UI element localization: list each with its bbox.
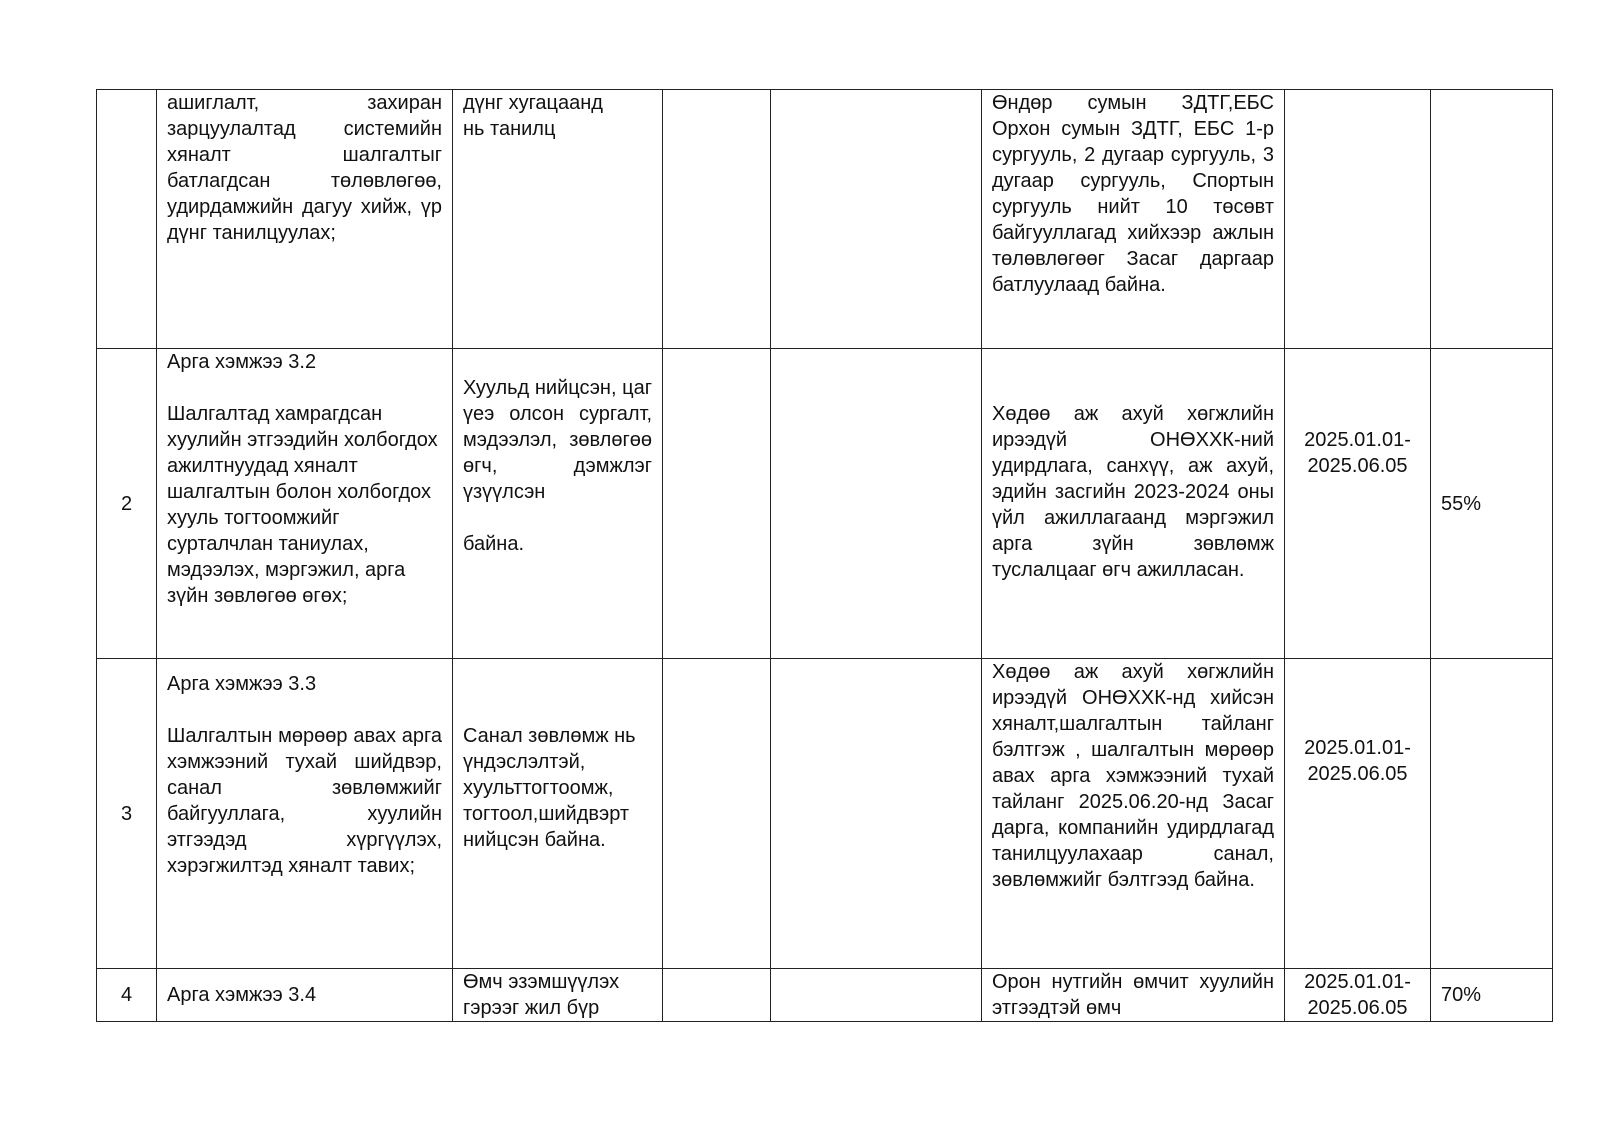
outcome-text-2: байна. bbox=[463, 533, 525, 555]
percent-cell bbox=[1431, 90, 1553, 349]
empty-cell bbox=[771, 659, 982, 969]
result-cell bbox=[982, 969, 1285, 1022]
activity-text: ашиглалт, захиран зарцуулалтад системийн хяналт шалгалтыг батлагдсан төлөвлөгөө, удирдамжийн дагуу хийж, үр дүнг танилцуулах; bbox=[167, 92, 442, 244]
percent-cell bbox=[1431, 969, 1553, 1022]
period-cell bbox=[1285, 659, 1431, 969]
empty-cell bbox=[663, 349, 771, 659]
activity-text: Шалгалтад хамрагдсан хуулийн этгээдийн холбогдох ажилтнуудад хяналт шалгалтын болон холбогдох хууль тогтоомжийг сурталчлан таниулах, мэдээлэх, мэргэжил, арга зүйн зөвлөгөө өгөх; bbox=[167, 403, 438, 607]
row-number bbox=[97, 90, 157, 349]
activity-cell bbox=[157, 659, 453, 969]
percent-cell bbox=[1431, 659, 1553, 969]
table-row bbox=[97, 659, 1553, 969]
result-text: Хөдөө аж ахуй хөгжлийн ирээдүй ОНӨХХК-ний удирдлага, санхүү, аж ахуй, эдийн засгийн 2023-2024 оны үйл ажиллагаанд мэргэжил арга зүйн зөвлөмж туслалцааг өгч ажилласан. bbox=[992, 403, 1274, 581]
outcome-text: Санал зөвлөмж нь үндэслэлтэй, хуульттогтоомж, тогтоол,шийдвэрт нийцсэн байна. bbox=[463, 725, 636, 851]
period-text: 2025.01.01- 2025.06.05 bbox=[1304, 737, 1411, 785]
empty-cell bbox=[771, 969, 982, 1022]
empty-cell bbox=[771, 349, 982, 659]
row-number: 3 bbox=[97, 659, 157, 969]
outcome-text: Өмч эзэмшүүлэх гэрээг жил бүр bbox=[463, 971, 620, 1019]
period-text: 2025.01.01- 2025.06.05 bbox=[1304, 971, 1411, 1019]
table-row bbox=[97, 969, 1553, 1022]
row-number: 4 bbox=[97, 969, 157, 1022]
outcome-text: дүнг хугацаанд нь танилц bbox=[463, 92, 603, 140]
period-cell bbox=[1285, 969, 1431, 1022]
empty-cell bbox=[663, 90, 771, 349]
result-cell bbox=[982, 659, 1285, 969]
row-number: 2 bbox=[97, 349, 157, 659]
activity-text: Шалгалтын мөрөөр авах арга хэмжээний тухай шийдвэр, санал зөвлөмжийг байгууллага, хуулийн этгээдэд хүргүүлэх, хэрэгжилтэд хяналт тавих; bbox=[167, 725, 442, 877]
result-text: Өндөр сумын ЗДТГ,ЕБС Орхон сумын ЗДТГ, ЕБС 1-р сургууль, 2 дугаар сургууль, 3 дугаар сургууль, Спортын сургууль нийт 10 төсөвт байгууллагад хийхээр ажлын төлөвлөгөөг Засаг даргаар батлуулаад байна. bbox=[992, 92, 1274, 296]
period-cell bbox=[1285, 90, 1431, 349]
report-table bbox=[96, 89, 1553, 1022]
outcome-cell bbox=[453, 90, 663, 349]
period-text: 2025.01.01- 2025.06.05 bbox=[1304, 429, 1411, 477]
percent-text: 70% bbox=[1441, 984, 1482, 1006]
period-cell bbox=[1285, 349, 1431, 659]
outcome-text: Хуульд нийцсэн, цаг үеэ олсон сургалт, мэдээлэл, зөвлөгөө өгч, дэмжлэг үзүүлсэн bbox=[463, 377, 652, 503]
outcome-cell bbox=[453, 349, 663, 659]
activity-heading: Арга хэмжээ 3.2 bbox=[167, 351, 317, 373]
activity-heading: Арга хэмжээ 3.3 bbox=[167, 673, 317, 695]
empty-cell bbox=[663, 659, 771, 969]
result-cell bbox=[982, 349, 1285, 659]
result-cell bbox=[982, 90, 1285, 349]
table-row bbox=[97, 349, 1553, 659]
activity-cell bbox=[157, 969, 453, 1022]
percent-text: 55% bbox=[1441, 492, 1482, 515]
outcome-cell bbox=[453, 659, 663, 969]
result-text: Орон нутгийн өмчит хуулийн этгээдтэй өмч bbox=[992, 971, 1274, 1019]
activity-heading: Арга хэмжээ 3.4 bbox=[167, 984, 317, 1006]
empty-cell bbox=[771, 90, 982, 349]
activity-cell bbox=[157, 90, 453, 349]
empty-cell bbox=[663, 969, 771, 1022]
result-text: Хөдөө аж ахуй хөгжлийн ирээдүй ОНӨХХК-нд хийсэн хяналт,шалгалтын тайланг бэлтгэж , шалгалтын мөрөөр авах арга хэмжээний тухай тайланг 2025.06.20-нд Засаг дарга, компанийн удирдлагад танилцуулахаар санал, зөвлөмжийг бэлтгээд байна. bbox=[992, 661, 1274, 891]
activity-cell bbox=[157, 349, 453, 659]
percent-cell bbox=[1431, 349, 1553, 659]
outcome-cell bbox=[453, 969, 663, 1022]
table-row bbox=[97, 90, 1553, 349]
